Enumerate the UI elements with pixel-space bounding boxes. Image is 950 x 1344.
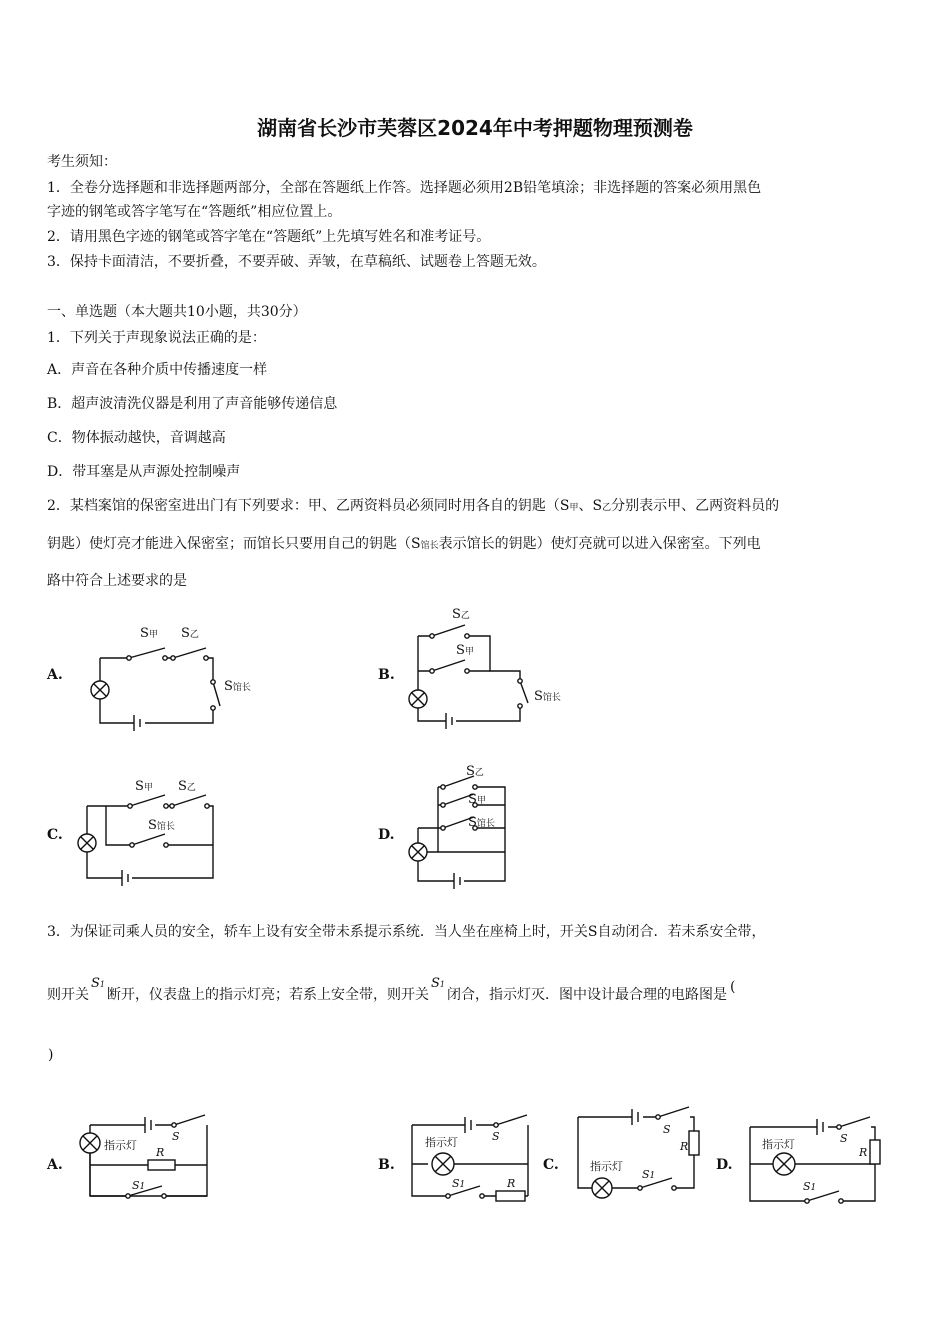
svg-text:S1: S1 — [132, 1179, 146, 1192]
page-title: 湖南省长沙市芙蓉区2024年中考押题物理预测卷 — [257, 116, 693, 140]
notice-line-3: 3．保持卡面清洁，不要折叠，不要弄破、弄皱，在草稿纸、试题卷上答题无效。 — [47, 254, 546, 270]
q3-circuit-b — [400, 1110, 550, 1205]
q2-circuit-a — [85, 620, 275, 735]
notice-line-1b: 字迹的钢笔或答字笔写在“答题纸”相应位置上。 — [47, 204, 342, 220]
q2-option-b-label: B. — [378, 667, 395, 683]
svg-text:S馆长: S馆长 — [224, 679, 251, 694]
q3-line-2: 则开关S1断开，仪表盘上的指示灯亮；若系上安全带，则开关S1闭合，指示灯灭．图中设计最合理的电路图是 ( — [47, 976, 736, 1003]
q3-option-b-label: B. — [378, 1157, 395, 1173]
svg-text:S甲: S甲 — [135, 779, 153, 794]
svg-text:S乙: S乙 — [452, 607, 470, 622]
svg-text:S: S — [172, 1130, 180, 1143]
q1-option-a: A．声音在各种介质中传播速度一样 — [47, 362, 268, 378]
q2-circuit-b — [400, 603, 590, 738]
q3-paren-close: ) — [48, 1047, 54, 1063]
notice-line-2: 2．请用黑色字迹的钢笔或答字笔在“答题纸”上先填写姓名和准考证号。 — [47, 229, 491, 245]
svg-text:R: R — [859, 1146, 868, 1159]
q2-option-c-label: C. — [47, 827, 63, 843]
q3-option-a-label: A. — [47, 1157, 63, 1173]
svg-text:S馆长: S馆长 — [468, 815, 495, 830]
svg-text:S: S — [492, 1130, 500, 1143]
q1-stem: 1．下列关于声现象说法正确的是： — [47, 330, 266, 346]
q2-option-d-label: D. — [378, 827, 395, 843]
q2-circuit-c — [70, 773, 260, 893]
svg-text:S甲: S甲 — [140, 626, 158, 641]
q2-line-3: 路中符合上述要求的是 — [47, 573, 187, 589]
svg-text:指示灯: 指示灯 — [590, 1160, 623, 1173]
svg-text:S: S — [663, 1123, 671, 1136]
svg-text:S乙: S乙 — [178, 779, 196, 794]
q2-circuit-d — [400, 760, 570, 895]
q3-circuit-a — [70, 1110, 220, 1205]
section-heading: 一、单选题（本大题共10小题，共30分） — [47, 304, 307, 320]
svg-text:R: R — [680, 1140, 689, 1153]
svg-text:S甲: S甲 — [468, 792, 486, 807]
q3-circuit-d — [745, 1110, 895, 1210]
q3-line-1: 3．为保证司乘人员的安全，轿车上设有安全带未系提示系统．当人坐在座椅上时，开关S自动闭合．若未系安全带， — [47, 924, 766, 940]
svg-text:S1: S1 — [452, 1177, 466, 1190]
svg-text:S乙: S乙 — [466, 764, 484, 779]
svg-text:S馆长: S馆长 — [534, 689, 561, 704]
q1-option-b: B．超声波清洗仪器是利用了声音能够传递信息 — [47, 396, 338, 412]
svg-text:S1: S1 — [642, 1168, 656, 1181]
q1-option-c: C．物体振动越快，音调越高 — [47, 430, 226, 446]
svg-text:S乙: S乙 — [181, 626, 199, 641]
svg-text:S: S — [840, 1132, 848, 1145]
q2-line-1: 2．某档案馆的保密室进出门有下列要求：甲、乙两资料员必须同时用各自的钥匙（S甲、S乙分别表示甲、乙两资料员的 — [47, 498, 780, 514]
svg-text:S1: S1 — [803, 1180, 817, 1193]
svg-text:R: R — [507, 1177, 516, 1190]
q3-option-c-label: C. — [543, 1157, 559, 1173]
svg-text:S馆长: S馆长 — [148, 818, 175, 833]
svg-text:指示灯: 指示灯 — [425, 1136, 458, 1149]
q3-circuit-c — [570, 1100, 710, 1210]
q3-option-d-label: D. — [716, 1157, 733, 1173]
notice-line-1a: 1．全卷分选择题和非选择题两部分，全部在答题纸上作答。选择题必须用2B铅笔填涂；非选择题的答案必须用黑色 — [47, 180, 762, 196]
notice-heading: 考生须知： — [47, 154, 117, 170]
q1-option-d: D．带耳塞是从声源处控制噪声 — [47, 464, 241, 480]
svg-text:S甲: S甲 — [456, 643, 474, 658]
q2-option-a-label: A. — [47, 667, 63, 683]
q2-line-2: 钥匙）使灯亮才能进入保密室；而馆长只要用自己的钥匙（S馆长表示馆长的钥匙）使灯亮就可以进入保密室。下列电 — [47, 536, 761, 552]
svg-text:R: R — [156, 1146, 165, 1159]
svg-text:指示灯: 指示灯 — [762, 1138, 795, 1151]
svg-text:指示灯: 指示灯 — [104, 1139, 137, 1152]
